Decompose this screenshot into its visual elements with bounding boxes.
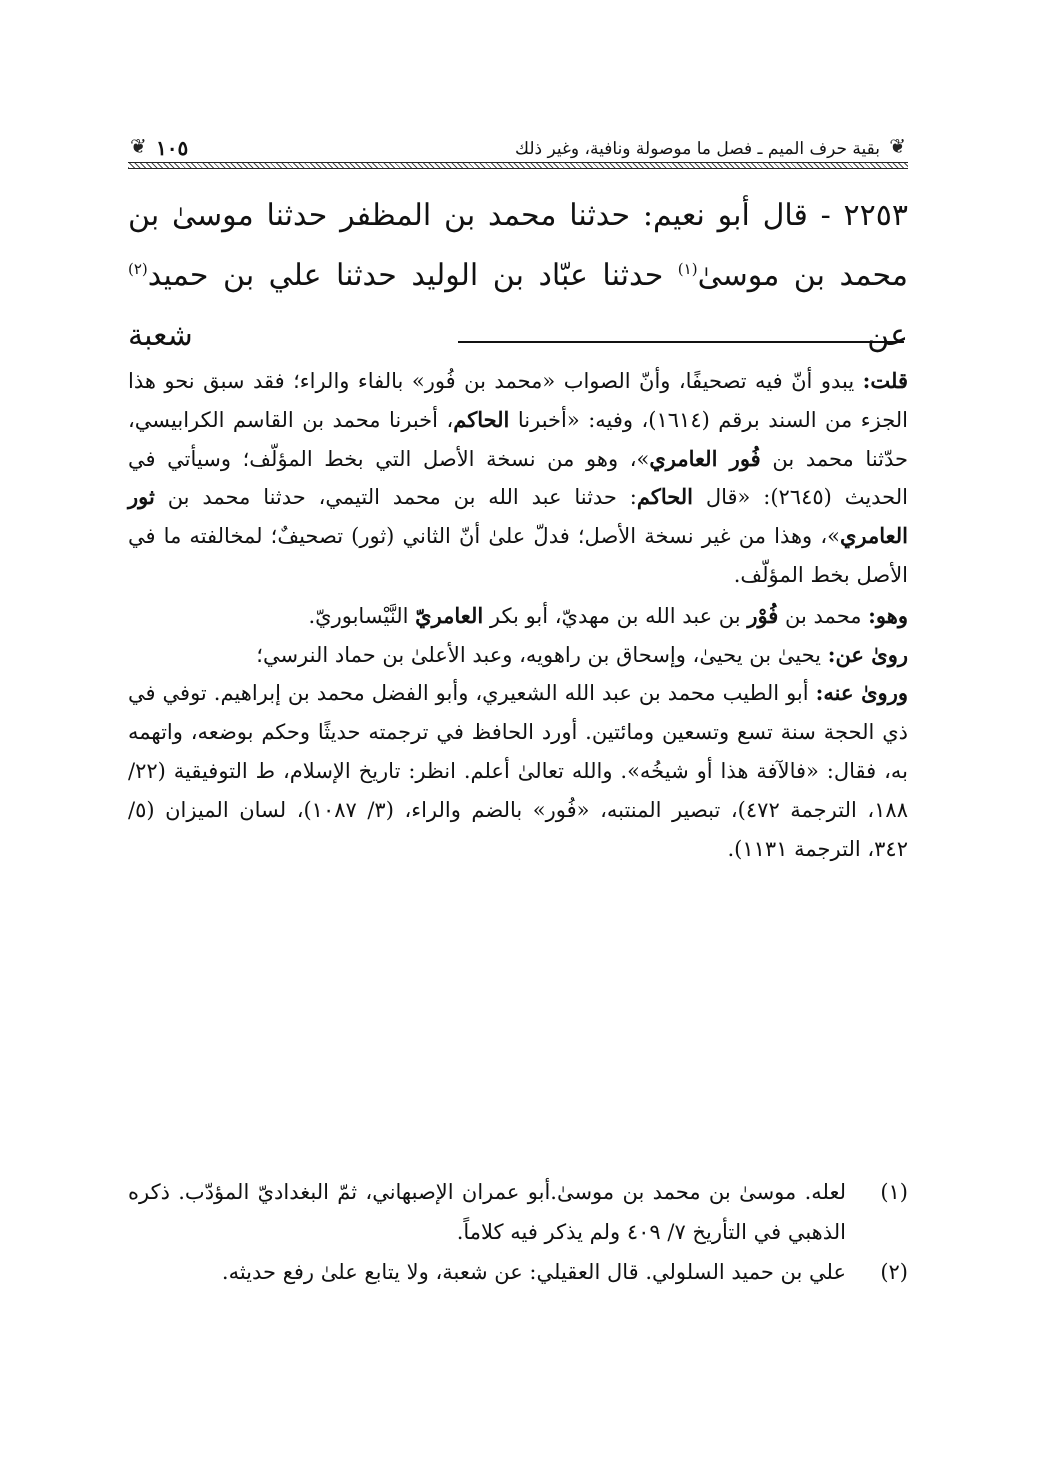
footnote-text: علي بن حميد السلولي. قال العقيلي: عن شعبة، ولا يتابع علىٰ رفع حديثه. (221, 1260, 846, 1284)
commentary-label-rawa-anhu: وروىٰ عنه: (815, 680, 908, 706)
commentary-text: أبو الطيب محمد بن عبد الله الشعيري، وأبو الفضل محمد بن إبراهيم. توفي في ذي الحجة سنة تسع وتسعين ومائتين. أورد الحافظ في ترجمته حديثًا وحكم بوضعه، واتهمه به، فقال: «فالآفة هذا أو شيخُه». والله تعالىٰ أعلم. انظر: تاريخ الإسلام، ط التوفيقية (٢٢/ ١٨٨، الترجمة ٤٧٢)، تبصير المنتبه، «فُور» بالضم والراء، (٣/ ١٠٨٧)، لسان الميزان (٥/ ٣٤٢، الترجمة ١١٣١). (128, 681, 908, 861)
footnote-reference-2[interactable]: (٢) (128, 260, 148, 278)
hadith-line-2-part-2: حدثنا عبّاد بن الوليد حدثنا علي بن حميد (147, 258, 678, 293)
commentary-bold-name: العامريّ (415, 602, 484, 628)
commentary-paragraph-1 (128, 362, 908, 595)
commentary-label-qultu: قلت: (862, 368, 908, 393)
commentary-text: : حدثنا عبد الله بن محمد التيمي، حدثنا محمد بن (154, 485, 637, 510)
commentary-bold-name: الحاكم (636, 484, 694, 510)
header-border (128, 162, 908, 169)
running-header (128, 128, 908, 178)
hadith-text (128, 186, 908, 366)
footnote-number: (٢) (880, 1260, 908, 1284)
hadith-line-1: ٢٢٥٣ - قال أبو نعيم: حدثنا محمد بن المظفر حدثنا موسىٰ بن (128, 198, 908, 233)
commentary-bold-name: الحاكم (453, 406, 510, 432)
commentary-label-rawa-an: روىٰ عن: (827, 641, 908, 667)
footnote-1 (128, 1172, 908, 1252)
footnote-reference-1[interactable]: (١) (677, 260, 698, 278)
commentary-bold-name: ثور العامري (128, 484, 908, 549)
footnotes (128, 1172, 908, 1292)
commentary-text: يحيىٰ بن يحيىٰ، وإسحاق بن راهويه، وعبد الأعلىٰ بن حماد النرسي؛ (256, 642, 828, 667)
commentary-text: ، أخبرنا محمد بن القاسم الكرابيسي، حدّثنا محمد بن (128, 407, 909, 471)
commentary-text: يبدو أنّ فيه تصحيفًا، وأنّ الصواب «محمد بن فُور» بالفاء والراء؛ فقد سبق نحو هذا الجزء من السند برقم (١٦١٤)، وفيه: «أخبرنا (128, 369, 908, 432)
footnote-2 (128, 1252, 908, 1292)
commentary-separator (458, 341, 904, 343)
commentary-paragraph-2 (128, 597, 908, 869)
hadith-line-2 (128, 246, 908, 366)
commentary-bold-name: فُور العامري (649, 445, 761, 471)
commentary-text: »، وهو من نسخة الأصل التي بخط المؤلّف؛ وسيأتي في الحديث (٢٦٤٥): «قال (128, 446, 908, 510)
header-ornament-right: ❦ (889, 134, 906, 158)
hadith-line-2-part-1: محمد بن موسىٰ (697, 258, 908, 293)
commentary-text: بن عبد الله بن مهديّ، أبو بكر (483, 603, 748, 628)
commentary-text: »، وهذا من غير نسخة الأصل؛ فدلّ علىٰ أنّ الثاني (ثور) تصحيفٌ؛ لمخالفته ما في الأصل بخط المؤلّف. (128, 524, 908, 587)
commentary-text: النَّيْسابوريّ. (308, 603, 416, 628)
commentary-text: محمد بن (778, 603, 869, 628)
footnote-number: (١) (880, 1180, 908, 1204)
hadith-line-2-part-3: عن شعبة (128, 318, 908, 353)
header-title: بقية حرف الميم ـ فصل ما موصولة ونافية، وغير ذلك (515, 139, 880, 159)
page-number: ١٠٥ (156, 136, 189, 160)
footnote-text: لعله. موسىٰ بن محمد بن موسىٰ.أبو عمران الإصبهاني، ثمّ البغداديّ المؤدّب. ذكره الذهبي في التأريخ ٧/ ٤٠٩ ولم يذكر فيه كلاماً. (128, 1180, 846, 1244)
editor-commentary (128, 362, 908, 868)
header-ornament-left: ❦ (130, 134, 147, 158)
commentary-bold-name: فُوْر (747, 602, 779, 628)
commentary-label-huwa: وهو: (868, 602, 908, 628)
